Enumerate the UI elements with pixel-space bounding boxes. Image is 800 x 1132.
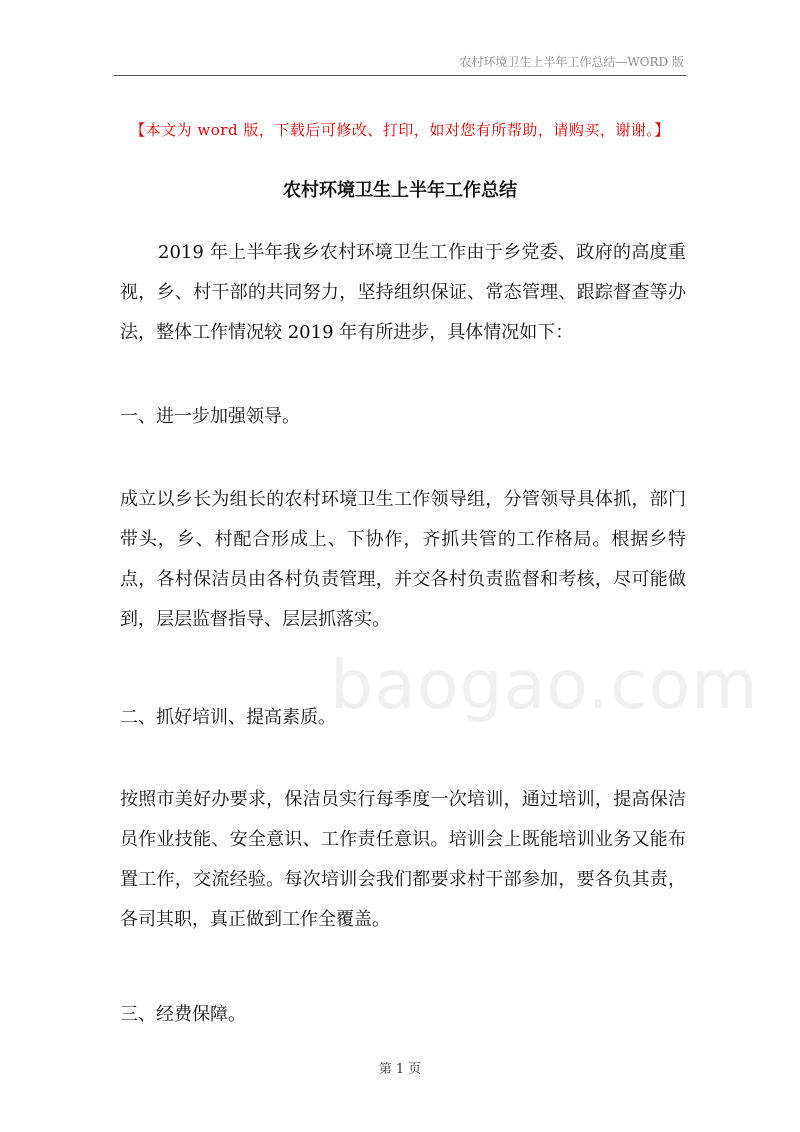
watermark: baogao.com [330, 646, 759, 725]
running-header: 农村环境卫生上半年工作总结—WORD 版 [459, 55, 684, 69]
intro-paragraph: 2019 年上半年我乡农村环境卫生工作由于乡党委、政府的高度重视，乡、村干部的共同努力，坚持组织保证、常态管理、跟踪督查等办法，整体工作情况较 2019 年有所进步，具体情况如下： [120, 242, 686, 343]
section-heading-1: 一、进一步加强领导。 [120, 406, 300, 427]
section-paragraph-1: 成立以乡长为组长的农村环境卫生工作领导组，分管领导具体抓，部门带头，乡、村配合形成上、下协作，齐抓共管的工作格局。根据乡特点，各村保洁员由各村负责管理，并交各村负责监督和考核，尽可能做到，层层监督指导、层层抓落实。 [120, 489, 686, 630]
purchase-notice: 【本文为 word 版，下载后可修改、打印，如对您有所帮助，请购买，谢谢。】 [130, 121, 670, 139]
document-title: 农村环境卫生上半年工作总结 [283, 180, 517, 201]
page-number: 第 1 页 [378, 1062, 422, 1077]
section-paragraph-2: 按照市美好办要求，保洁员实行每季度一次培训，通过培训，提高保洁员作业技能、安全意识、工作责任意识。培训会上既能培训业务又能布置工作，交流经验。每次培训会我们都要求村干部参加，要各负其责，各司其职，真正做到工作全覆盖。 [120, 789, 686, 930]
header-rule [114, 75, 686, 76]
section-heading-3: 三、经费保障。 [120, 1004, 246, 1025]
section-heading-2: 二、抓好培训、提高素质。 [120, 707, 336, 728]
